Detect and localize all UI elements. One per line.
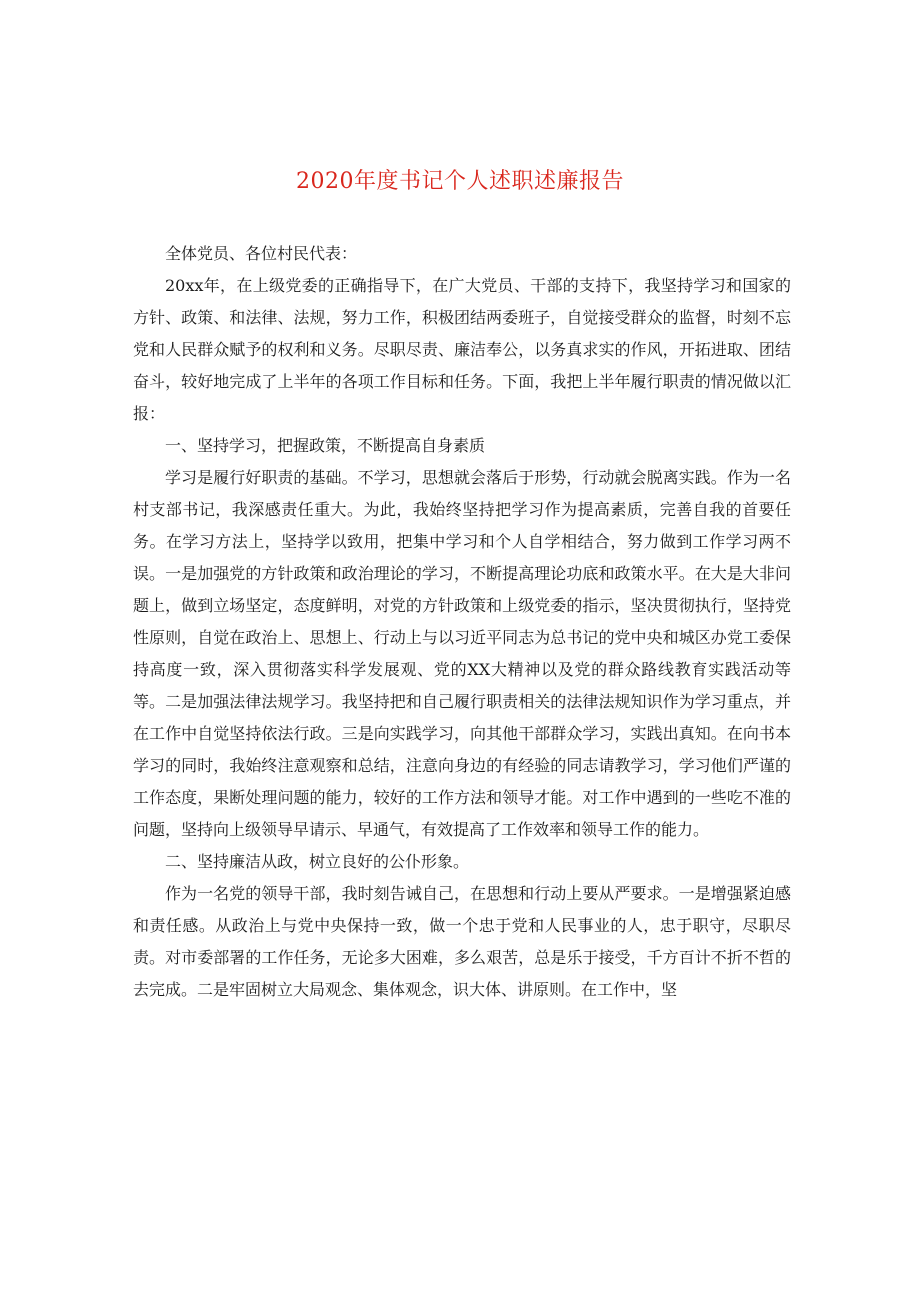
section-heading: 一、坚持学习，把握政策，不断提高自身素质 — [165, 436, 486, 455]
body-paragraph: 作为一名党的领导干部，我时刻告诫自己，在思想和行动上要从严要求。一是增强紧迫感和责任感。从政治上与党中央保持一致，做一个忠于党和人民事业的人，忠于职守，尽职尽责。对市委部署的工作任务，无论多大困难，多么艰苦，总是乐于接受，千方百计不折不哲的去完成。二是牢固树立大局观念、集体观念，识大体、讲原则。在工作中，坚 — [133, 884, 791, 999]
salutation-paragraph: 全体党员、各位村民代表： — [165, 244, 358, 263]
document-title: 2020年度书记个人述职述廉报告 — [296, 169, 624, 194]
body-paragraph: 20xx年，在上级党委的正确指导下，在广大党员、干部的支持下，我坚持学习和国家的方针、政策、和法律、法规，努力工作，积极团结两委班子，自觉接受群众的监督，时刻不忘党和人民群众赋予的权利和义务。尽职尽责、廉洁奉公，以务真求实的作风，开拓进取、团结奋斗，较好地完成了上半年的各项工作目标和任务。下面，我把上半年履行职责的情况做以汇报： — [133, 276, 791, 423]
body-paragraph: 学习是履行好职责的基础。不学习，思想就会落后于形势，行动就会脱离实践。作为一名村支部书记，我深感责任重大。为此，我始终坚持把学习作为提高素质，完善自我的首要任务。在学习方法上，坚持学以致用，把集中学习和个人自学相结合，努力做到工作学习两不误。一是加强党的方针政策和政治理论的学习，不断提高理论功底和政策水平。在大是大非问题上，做到立场坚定，态度鲜明，对党的方针政策和上级党委的指示，坚决贯彻执行，坚持党性原则，自觉在政治上、思想上、行动上与以习近平同志为总书记的党中央和城区办党工委保持高度一致，深入贯彻落实科学发展观、党的XX大精神以及党的群众路线教育实践活动等等。二是加强法律法规学习。我坚持把和自己履行职责相关的法律法规知识作为学习重点，并在工作中自觉坚持依法行政。三是向实践学习，向其他干部群众学习，实践出真知。在向书本学习的同时，我始终注意观察和总结，注意向身边的有经验的同志请教学习，学习他们严谨的工作态度，果断处理问题的能力，较好的工作方法和领导才能。对工作中遇到的一些吃不准的问题，坚持向上级领导早请示、早通气，有效提高了工作效率和领导工作的能力。 — [133, 468, 791, 839]
section-heading: 二、坚持廉洁从政，树立良好的公仆形象。 — [165, 852, 470, 871]
document-body — [133, 238, 791, 1006]
